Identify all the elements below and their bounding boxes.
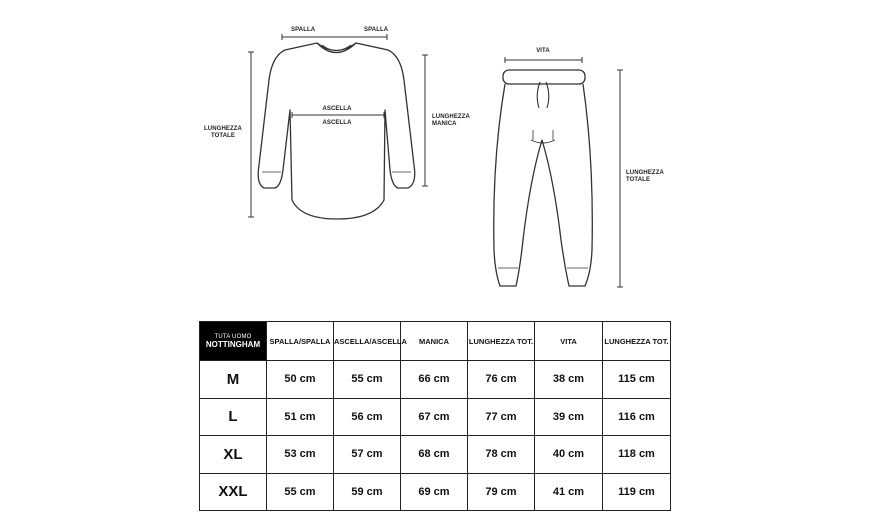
pants-length-label-line1: LUNGHEZZA <box>626 170 664 176</box>
header-cell: LUNGHEZZA TOT. <box>468 322 535 361</box>
value-cell: 56 cm <box>334 398 401 436</box>
spalla-right-label: SPALLA <box>364 27 389 33</box>
table-header-row <box>200 322 671 361</box>
table-row <box>200 361 671 399</box>
ascella-top-label: ASCELLA <box>322 106 352 112</box>
value-cell: 55 cm <box>267 473 334 511</box>
value-cell: 40 cm <box>535 436 603 474</box>
value-cell: 66 cm <box>401 361 468 399</box>
shirt-length-label <box>198 126 248 140</box>
header-cell: VITA <box>535 322 603 361</box>
shirt-length-label-line1: LUNGHEZZA <box>204 126 242 132</box>
value-cell: 116 cm <box>603 398 671 436</box>
value-cell: 38 cm <box>535 361 603 399</box>
size-cell: XXL <box>200 473 267 511</box>
table-row <box>200 473 671 511</box>
value-cell: 57 cm <box>334 436 401 474</box>
value-cell: 67 cm <box>401 398 468 436</box>
value-cell: 39 cm <box>535 398 603 436</box>
size-cell: L <box>200 398 267 436</box>
value-cell: 115 cm <box>603 361 671 399</box>
pants-measure-lines <box>505 57 623 287</box>
value-cell: 50 cm <box>267 361 334 399</box>
value-cell: 79 cm <box>468 473 535 511</box>
size-cell: M <box>200 361 267 399</box>
size-chart-table <box>199 321 671 511</box>
brand-bottom-text: NOTTINGHAM <box>205 339 261 349</box>
value-cell: 118 cm <box>603 436 671 474</box>
value-cell: 119 cm <box>603 473 671 511</box>
header-cell: LUNGHEZZA TOT. <box>603 322 671 361</box>
ascella-bottom-label: ASCELLA <box>322 120 352 126</box>
value-cell: 53 cm <box>267 436 334 474</box>
value-cell: 51 cm <box>267 398 334 436</box>
sleeve-length-label-line2: MANICA <box>432 121 457 127</box>
value-cell: 55 cm <box>334 361 401 399</box>
vita-label: VITA <box>536 48 550 54</box>
spalla-left-label: SPALLA <box>291 27 316 33</box>
pants-length-label <box>626 170 664 184</box>
value-cell: 78 cm <box>468 436 535 474</box>
value-cell: 69 cm <box>401 473 468 511</box>
header-cell: SPALLA/SPALLA <box>267 322 334 361</box>
size-cell: XL <box>200 436 267 474</box>
sleeve-length-label-line1: LUNGHEZZA <box>432 114 470 120</box>
value-cell: 68 cm <box>401 436 468 474</box>
value-cell: 59 cm <box>334 473 401 511</box>
header-cell: MANICA <box>401 322 468 361</box>
table-row <box>200 436 671 474</box>
sweatshirt-drawing <box>258 43 415 219</box>
brand-header-cell <box>200 322 267 361</box>
shirt-length-label-line2: TOTALE <box>210 133 236 139</box>
pants-drawing <box>494 70 593 286</box>
table-row <box>200 398 671 436</box>
header-cell: ASCELLA/ASCELLA <box>334 322 401 361</box>
value-cell: 76 cm <box>468 361 535 399</box>
value-cell: 41 cm <box>535 473 603 511</box>
value-cell: 77 cm <box>468 398 535 436</box>
pants-length-label-line2: TOTALE <box>626 177 651 183</box>
brand-top-text: TUTA UOMO <box>214 333 252 340</box>
sleeve-length-label <box>432 114 470 128</box>
